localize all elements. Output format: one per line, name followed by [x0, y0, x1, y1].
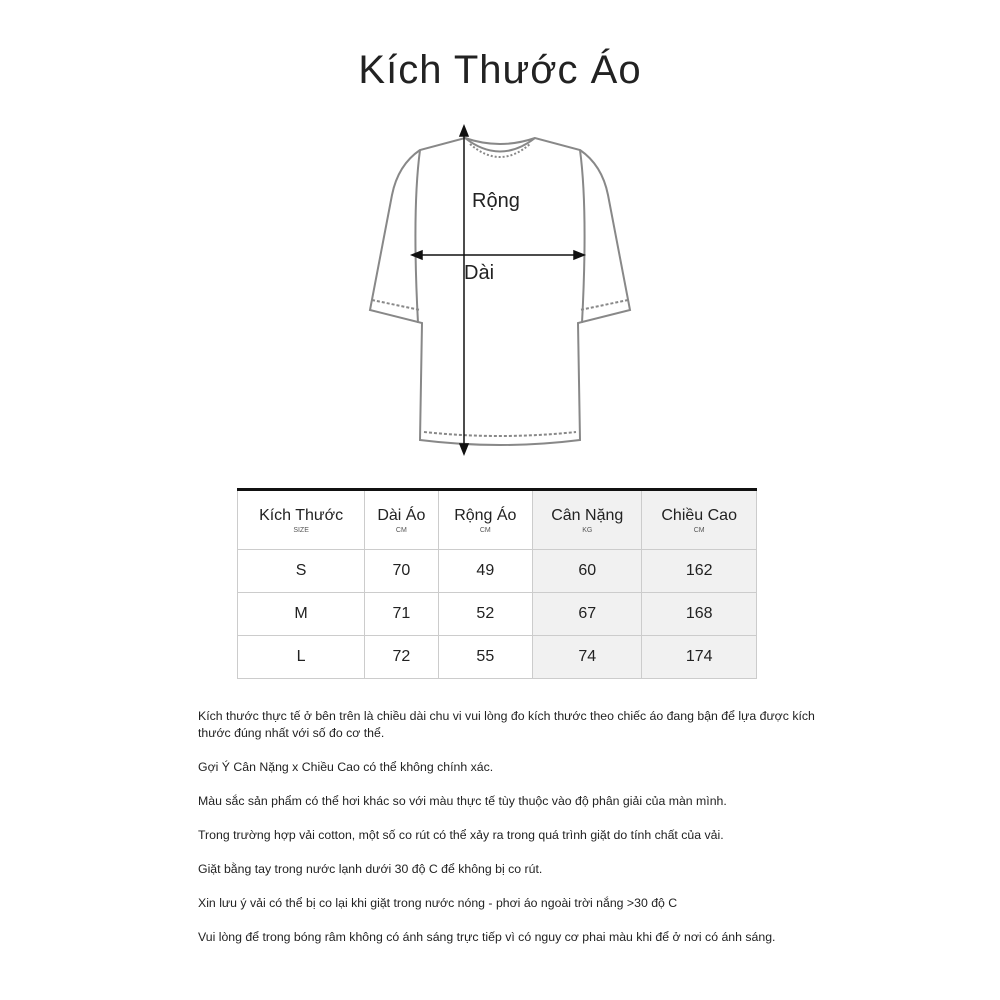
cell: 49 [438, 550, 533, 593]
cell: 162 [642, 550, 757, 593]
cell: 71 [365, 593, 438, 636]
cell: 72 [365, 636, 438, 679]
cell: 55 [438, 636, 533, 679]
length-label: Dài [464, 262, 495, 284]
table-row [238, 550, 757, 593]
table-row [238, 593, 757, 636]
table-row [238, 636, 757, 679]
cell: S [238, 550, 365, 593]
tshirt-diagram [340, 120, 660, 460]
width-label: Rộng [472, 190, 520, 212]
cell: 168 [642, 593, 757, 636]
note: Xin lưu ý vải có thể bị co lại khi giặt trong nước nóng - phơi áo ngoài trời nắng >30 độ C [198, 896, 678, 910]
note: Màu sắc sản phẩm có thể hơi khác so với màu thực tế tùy thuộc vào độ phân giải của màn mình. [198, 794, 727, 808]
header-width: Rộng Áo CM [438, 490, 533, 550]
header-weight: Cân Nặng KG [533, 490, 642, 550]
cell: 174 [642, 636, 757, 679]
cell: 74 [533, 636, 642, 679]
table-header-row [238, 490, 757, 550]
note: Gợi Ý Cân Nặng x Chiều Cao có thể không chính xác. [198, 760, 494, 774]
note: Giặt bằng tay trong nước lạnh dưới 30 độ C để không bị co rút. [198, 862, 543, 876]
page-title: Kích Thước Áo [358, 48, 642, 92]
note: Trong trường hợp vải cotton, một số co rút có thể xảy ra trong quá trình giặt do tính chất của vải. [198, 828, 724, 842]
size-table [237, 488, 757, 679]
cell: 52 [438, 593, 533, 636]
cell: M [238, 593, 365, 636]
header-length: Dài Áo CM [365, 490, 438, 550]
care-notes [198, 708, 818, 963]
note: Kích thước thực tế ở bên trên là chiều dài chu vi vui lòng đo kích thước theo chiếc áo đang bận để lựa được kích thước đúng nhất với số đo cơ thể. [198, 709, 815, 740]
note: Vui lòng để trong bóng râm không có ánh sáng trực tiếp vì có nguy cơ phai màu khi để ở nơi có ánh sáng. [198, 930, 776, 944]
cell: 67 [533, 593, 642, 636]
cell: 70 [365, 550, 438, 593]
cell: L [238, 636, 365, 679]
header-height: Chiều Cao CM [642, 490, 757, 550]
header-size: Kích Thước SIZE [238, 490, 365, 550]
cell: 60 [533, 550, 642, 593]
